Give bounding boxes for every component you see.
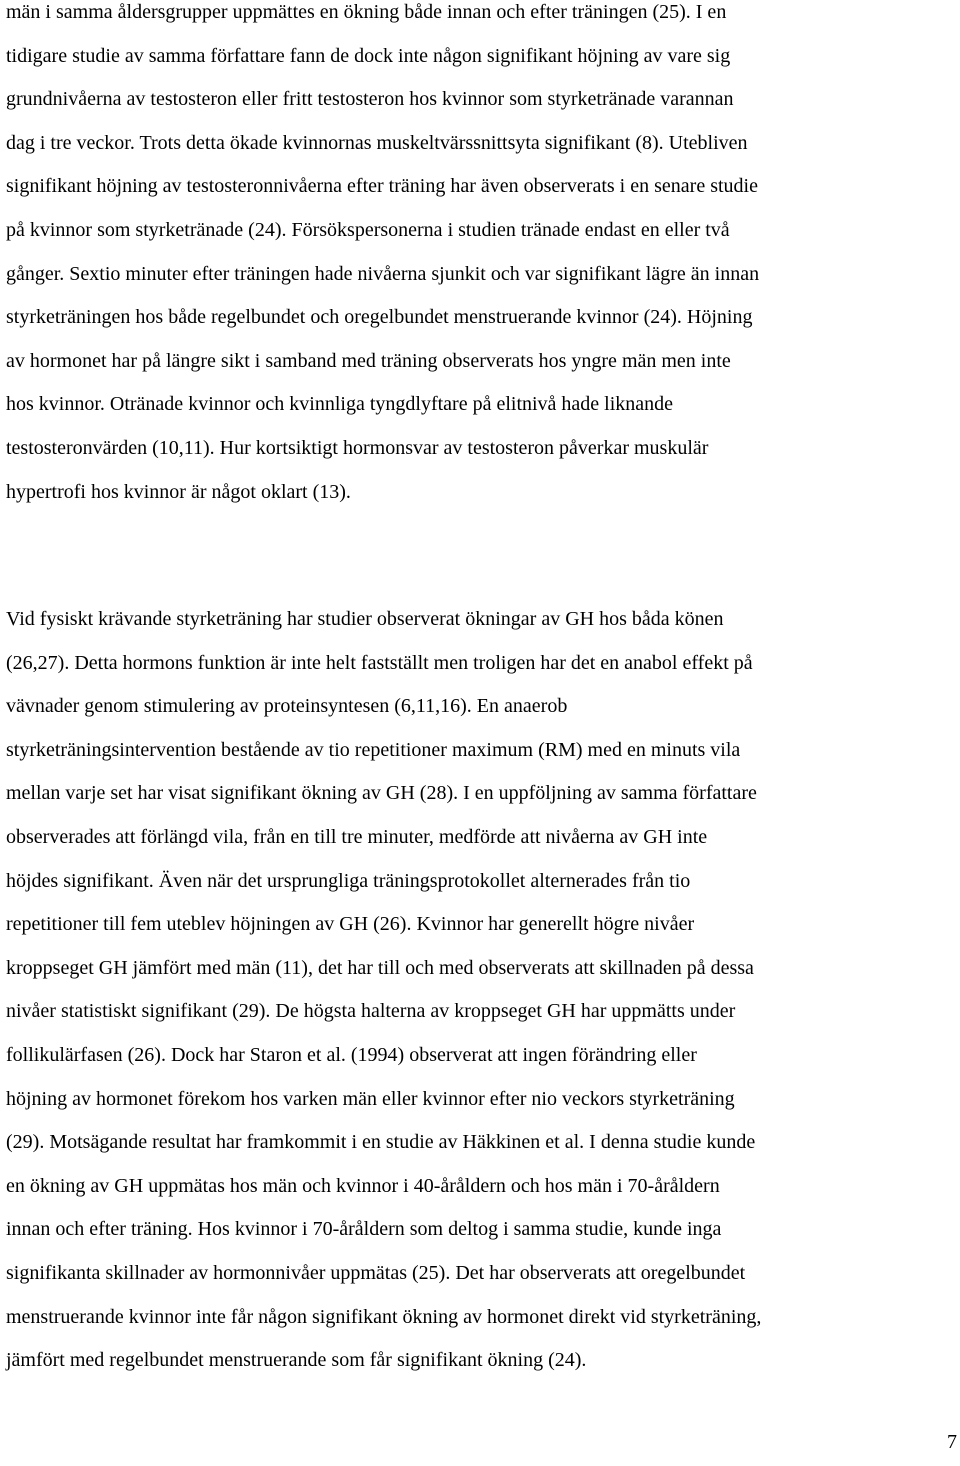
text-line: vävnader genom stimulering av proteinsyntesen (6,11,16). En anaerob (6, 695, 568, 718)
text-line: mellan varje set har visat signifikant ökning av GH (28). I en uppföljning av samma författare (6, 782, 757, 805)
text-line: grundnivåerna av testosteron eller fritt testosteron hos kvinnor som styrketränade varannan (6, 88, 734, 111)
text-line: på kvinnor som styrketränade (24). Försökspersonerna i studien tränade endast en eller två (6, 218, 730, 241)
text-line: innan och efter träning. Hos kvinnor i 70-åråldern som deltog i samma studie, kunde inga (6, 1218, 722, 1241)
text-line: (26,27). Detta hormons funktion är inte helt fastställt men troligen har det en anabol effekt på (6, 651, 753, 674)
text-line: höjdes signifikant. Även när det ursprungliga träningsprotokollet alternerades från tio (6, 869, 691, 892)
text-line: av hormonet har på längre sikt i samband med träning observerats hos yngre män men inte (6, 349, 731, 372)
text-line: signifikant höjning av testosteronnivåerna efter träning har även observerats i en senare studie (6, 175, 758, 198)
text-line: hypertrofi hos kvinnor är något oklart (13). (6, 480, 351, 503)
text-line: signifikanta skillnader av hormonnivåer uppmätas (25). Det har observerats att oregelbundet (6, 1261, 746, 1284)
page-number: 7 (947, 1431, 957, 1453)
text-line: styrketräningen hos både regelbundet och oregelbundet menstruerande kvinnor (24). Höjning (6, 306, 753, 329)
paragraph-testosterone (6, 0, 960, 514)
text-line: follikulärfasen (26). Dock har Staron et al. (1994) observerat att ingen förändring eller (6, 1043, 697, 1066)
text-line: en ökning av GH uppmätas hos män och kvinnor i 40-åråldern och hos män i 70-åråldern (6, 1174, 720, 1197)
text-line: nivåer statistiskt signifikant (29). De högsta halterna av kroppseget GH har uppmätts under (6, 1000, 736, 1023)
text-line: höjning av hormonet förekom hos varken män eller kvinnor efter nio veckors styrketräning (6, 1087, 735, 1110)
text-line: repetitioner till fem uteblev höjningen av GH (26). Kvinnor har generellt högre nivåer (6, 913, 695, 936)
text-line: Vid fysiskt krävande styrketräning har studier observerat ökningar av GH hos båda könen (6, 608, 724, 630)
text-line: dag i tre veckor. Trots detta ökade kvinnornas muskeltvärssnittsyta signifikant (8). Utebliven (6, 131, 748, 154)
text-line: gånger. Sextio minuter efter träningen hade nivåerna sjunkit och var signifikant lägre än innan (6, 262, 760, 285)
text-line: män i samma åldersgrupper uppmättes en ökning både innan och efter träningen (25). I en (6, 1, 727, 23)
text-line: jämfört med regelbundet menstruerande som får signifikant ökning (24). (6, 1349, 587, 1372)
text-line: menstruerande kvinnor inte får någon signifikant ökning av hormonet direkt vid styrketräning, (6, 1305, 762, 1328)
text-line: hos kvinnor. Otränade kvinnor och kvinnliga tyngdlyftare på elitnivå hade liknande (6, 393, 674, 416)
text-line: testosteronvärden (10,11). Hur kortsiktigt hormonsvar av testosteron påverkar muskulär (6, 436, 709, 459)
text-line: tidigare studie av samma författare fann de dock inte någon signifikant höjning av vare sig (6, 44, 731, 67)
text-line: styrketräningsintervention bestående av tio repetitioner maximum (RM) med en minuts vila (6, 738, 741, 761)
paragraph-growth-hormone (6, 598, 960, 1383)
text-line: observerades att förlängd vila, från en till tre minuter, medförde att nivåerna av GH inte (6, 825, 708, 848)
text-line: (29). Motsägande resultat har framkommit i en studie av Häkkinen et al. I denna studie kunde (6, 1131, 756, 1154)
text-line: kroppseget GH jämfört med män (11), det har till och med observerats att skillnaden på dessa (6, 956, 754, 979)
